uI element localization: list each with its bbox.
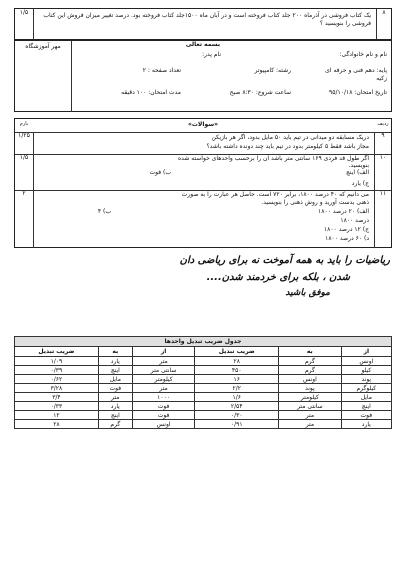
table-cell: متر [132, 384, 195, 393]
table-cell: اینچ [98, 366, 132, 375]
table-cell: کیلو [341, 366, 391, 375]
question-row-11 [15, 190, 391, 248]
conversion-table [14, 336, 392, 429]
table-cell: ۱/۶ [195, 393, 279, 402]
header-to-1: به [279, 347, 342, 357]
table-cell: سانتی متر [132, 366, 195, 375]
table-cell: مایل [98, 375, 132, 384]
conversion-table-wrapper [14, 336, 392, 429]
table-cell: متر [279, 420, 342, 429]
table-cell: ۰/۶۲ [15, 375, 99, 384]
table-cell: یارد [98, 357, 132, 366]
field-line: رشته: کامپیوتر [254, 67, 291, 74]
table-cell: ۲/۲ [195, 384, 279, 393]
good-luck-text: موفق باشید [285, 288, 330, 298]
header-factor-2: ضریب تبدیل [15, 347, 99, 357]
table-cell: کیلوگرم [341, 384, 391, 393]
table-row [15, 357, 392, 366]
table-cell: ۰/۳۹ [15, 366, 99, 375]
table-row [15, 366, 392, 375]
question-row-10 [15, 154, 391, 191]
table-row [15, 411, 392, 420]
table-cell: گرم [279, 357, 342, 366]
table-cell: اینچ [98, 411, 132, 420]
school-stamp-box [15, 41, 72, 112]
conversion-table-title: جدول ضریب تبدیل واحدها [15, 337, 392, 347]
table-cell: ۱۶ [195, 375, 279, 384]
exam-header [14, 40, 392, 112]
question-9-line-2: مجاز باشد فقط ۵ کیلومتر بدود در تیم باید چند دونده داشته باشد؟ [206, 143, 369, 150]
question-11-line-1: می دانیم که ۴۰ درصد ۱۸۰۰، برابر ۷۲۰ است. حاصل هر عبارت را به صورت [181, 191, 369, 198]
question-11-number: ۱۱ [374, 190, 391, 248]
table-cell: یارد [98, 402, 132, 411]
col-title-header: «سوالات» [188, 121, 218, 128]
question-10-line-2: بنویسید. [348, 162, 369, 169]
question-11-line-7: د) ۶۰ درصد ۱۸۰۰ [325, 235, 369, 242]
question-9-score: ۱/۲۵ [15, 132, 34, 154]
question-8-box [14, 8, 392, 40]
table-cell: فوت [132, 411, 195, 420]
table-row [15, 384, 392, 393]
table-cell: پوند [341, 375, 391, 384]
conversion-table-title-row [15, 337, 392, 347]
table-cell: ۱۲ [15, 411, 99, 420]
bismillah: بسمه تعالی [185, 41, 221, 48]
table-cell: فوت [98, 384, 132, 393]
table-cell: ۱/۰۹ [15, 357, 99, 366]
table-cell: یارد [341, 420, 391, 429]
question-11-line-6: ج) ۱۲ درصد ۱۸۰۰ [323, 226, 369, 233]
table-cell: ۲۸ [15, 420, 99, 429]
question-11-line-2: ذهنی بدست آورید و روش ذهنی را بنویسید. [261, 199, 369, 206]
table-cell: ۰/۳۳ [15, 402, 99, 411]
school-stamp-label: مهر آموزشگاه [25, 43, 61, 50]
question-9-line-1: دریک مسابقه دو میدانی در تیم باید ۵۰ مایل بدود، اگر هر بازیکن [211, 134, 369, 141]
header-to-2: به [98, 347, 132, 357]
closing-quote [20, 252, 390, 300]
question-11-line-4: ب) ۴ [97, 208, 111, 215]
question-10-number: ۱۰ [374, 154, 391, 190]
table-cell: متر [279, 411, 342, 420]
table-cell: ۱۰۰۰ [132, 393, 195, 402]
question-10-score: ۱/۵ [15, 154, 34, 190]
table-cell: اینچ [341, 402, 391, 411]
question-11-score: ۲ [15, 190, 34, 248]
col-score-header: بارم [19, 121, 29, 127]
table-cell: اونس [132, 420, 195, 429]
table-cell: فوت [132, 402, 195, 411]
question-10-line-5: ج) یارد [351, 180, 369, 187]
question-8-number: ۸ [376, 9, 391, 39]
header-from-1: از [341, 347, 391, 357]
question-9-number: ۹ [374, 132, 391, 154]
table-cell: ۰/۳۰ [195, 411, 279, 420]
table-cell: ۳/۲۸ [15, 384, 99, 393]
table-cell: پوند [279, 384, 342, 393]
question-10-line-3: الف) اینچ [346, 169, 369, 176]
table-row [15, 420, 392, 429]
question-11-line-3: الف) ۲۰ درصد ۱۸۰۰ [318, 208, 369, 215]
table-cell: اونس [341, 357, 391, 366]
table-row [15, 375, 392, 384]
duration-line: مدت امتحان: ۱۰۰ دقیقه [121, 89, 181, 96]
table-cell: ۴۵۰ [195, 366, 279, 375]
question-10-line-1: اگر طول قد فردی ۱۶۹ سانتی متر باشد آن را برحسب واحدهای خواسته شده [178, 155, 369, 162]
exam-date-line: تاریخ امتحان: ۹۵/۱۰/۱۸ [329, 89, 387, 96]
table-cell: اونس [279, 375, 342, 384]
table-cell: متر [98, 393, 132, 402]
question-row-9 [15, 132, 391, 155]
student-name-label: نام و نام خانوادگی: [339, 51, 387, 58]
question-10-line-4: ب) فوت [149, 169, 171, 176]
table-cell: گرم [279, 366, 342, 375]
grade-line: پایه: دهم فنی و حرفه ای زکیه [325, 67, 387, 82]
pages-line: تعداد صفحه : ۲ [142, 67, 181, 74]
col-num-header: ردیف [377, 121, 389, 127]
table-row [15, 402, 392, 411]
table-cell: ۳/۴ [15, 393, 99, 402]
quote-line-1: ریاضیات را باید به همه آموخت نه برای ریاضی دان [179, 255, 390, 266]
table-row [15, 393, 392, 402]
father-name-label: نام پدر: [202, 51, 221, 58]
question-11-line-5: درصد ۱۸۰۰ [340, 217, 369, 224]
question-8-text: یک کتاب فروشی در آذرماه ۲۰۰ جلد کتاب فروخته است و در آبان ماه ۱۵۰۰جلد کتاب فروخته بود. درصد تغییر میزان فروش این کتاب فروشی را بنویسید ؟ [43, 12, 371, 27]
table-cell: ۲/۵۴ [195, 402, 279, 411]
header-factor-1: ضریب تبدیل [195, 347, 279, 357]
table-cell: ۲۸ [195, 357, 279, 366]
table-cell: کیلومتر [279, 393, 342, 402]
questions-table [14, 118, 392, 248]
table-cell: سانتی متر [279, 402, 342, 411]
header-from-2: از [132, 347, 195, 357]
table-cell: فوت [341, 411, 391, 420]
table-cell: مایل [341, 393, 391, 402]
questions-header-row [15, 119, 391, 133]
table-cell: ۰/۹۱ [195, 420, 279, 429]
conversion-table-header-row [15, 347, 392, 357]
table-cell: کیلومتر [132, 375, 195, 384]
start-time-line: ساعت شروع: ۸:۳۰ صبح [229, 89, 291, 96]
question-8-score: ۱/۵ [15, 9, 34, 39]
table-cell: گرم [98, 420, 132, 429]
quote-line-2: شدن ، بلکه برای خردمند شدن.... [206, 272, 350, 283]
table-cell: متر [132, 357, 195, 366]
